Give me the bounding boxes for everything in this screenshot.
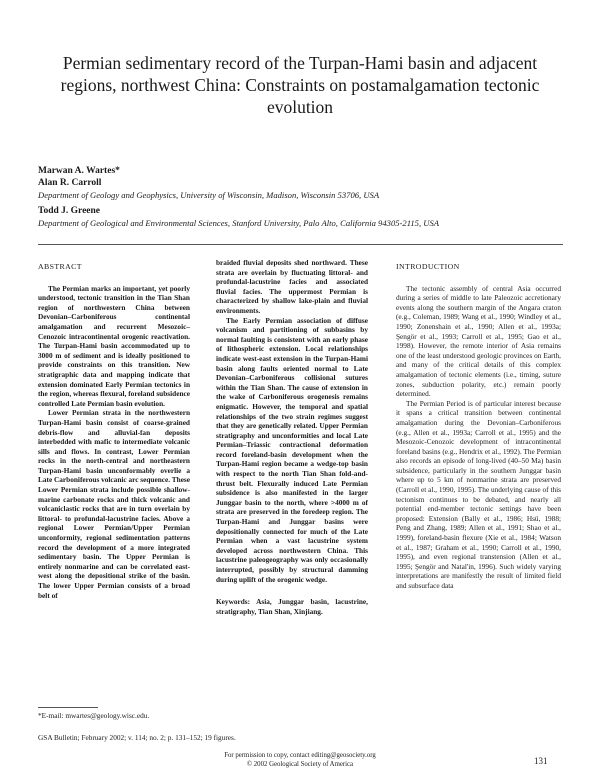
introduction-column: [396, 262, 561, 591]
permissions-line: For permission to copy, contact editing@geosociety.org: [224, 752, 376, 759]
introduction-heading: INTRODUCTION: [396, 262, 460, 271]
author-name: Marwan A. Wartes*: [38, 166, 120, 176]
author-block: [38, 165, 578, 233]
abstract-column-1: [38, 262, 190, 600]
abstract-heading: ABSTRACT: [38, 262, 82, 271]
introduction-paragraph: The tectonic assembly of central Asia occurred during a series of middle to late Paleozoic accretionary events along the southern margin of the Angara craton (e.g., Coleman, 1989; Wang et al., 1990; Windley et al., 1990; Zonenshain et al., 1990; Allen et al., 1993a; Şengör et al., 1993; Carroll et al., 1995; Gao et al., 1998). However, the remote interior of Asia remains one of the least understood geologic provinces on Earth, and many of the critical details of this complex amalgamation of tectonic elements (i.e., timing, suture zones, subduction polarity, etc.) remain poorly determined.: [396, 283, 561, 399]
footnote-divider: [38, 707, 98, 708]
journal-citation: GSA Bulletin; February 2002; v. 114; no. 2; p. 131–152; 19 figures.: [38, 733, 236, 742]
footnote-email: *E-mail: mwartes@geology.wisc.edu.: [38, 711, 150, 720]
author-affiliation: Department of Geology and Geophysics, University of Wisconsin, Madison, Wisconsin 53706, USA: [38, 190, 380, 200]
header-divider: [38, 244, 563, 245]
keywords: Keywords: Asia, Junggar basin, lacustrine, stratigraphy, Tian Shan, Xinjiang.: [216, 597, 368, 616]
page-number: 131: [534, 756, 548, 766]
abstract-paragraph: The Early Permian association of diffuse volcanism and partitioning of subbasins by normal faulting is consistent with an early phase of lithospheric extension. Local relationships indicate west-east extension in the Turpan-Hami basin along faults oriented normal to Late Devonian–Carboniferous collisional sutures within the Tian Shan. The cause of extension in the wake of Carboniferous orogenesis remains enigmatic. However, the temporal and spatial relationships of the two strain regimes suggest that they are genetically related. Upper Permian stratigraphy and unconformities and local Late Permian–Triassic contractional deformation record foreland-basin development when the Turpan-Hami region became a wedge-top basin with respect to the north Tian Shan fold-and-thrust belt. Flexurally induced Late Permian subsidence is also manifested in the larger Junggar basin to the north, where >4000 m of strata are preserved in the foredeep region. The Turpan-Hami and Junggar basins were depositionally connected for much of the Late Permian when a vast lacustrine system developed across northwestern China. This lacustrine paleogeography was only occasionally interrupted, possibly by structural damming during uplift of the orogenic wedge.: [216, 315, 368, 584]
paper-title: Permian sedimentary record of the Turpan-Hami basin and adjacent regions, northwest China: Constraints on postamalgamation tectonic evolution: [60, 53, 540, 117]
permissions-notice: [180, 752, 420, 769]
introduction-paragraph: The Permian Period is of particular interest because it spans a critical transition between continental amalgamation during the Devonian–Carboniferous (e.g., Allen et al., 1993a; Carroll et al., 1995) and the Mesozoic-Cenozoic development of intracontinental foreland basins (e.g., Hendrix et al., 1992). The Permian also records an episode of long-lived (40–50 Ma) basin subsidence, particularly in the southern Junggar basin where up to 5 km of nonmarine strata are preserved (Carroll et al., 1990, 1995). The underlying cause of this tectonism continues to be debated, and nearly all potential end-member tectonic settings have been proposed: Extension (Bally et al., 1986; Hsü, 1988; Peng and Zhang, 1989; Allen et al., 1991; Shao et al., 1999), foreland-basin flexure (Xie et al., 1984; Watson et al., 1987; Graham et al., 1990; Carroll et al., 1990, 1995), and even regional transtension (Allen et al., 1995; Şengör and Natal'in, 1996). Such widely varying interpretations are manifestly the result of limited field and subsurface data: [396, 398, 561, 590]
author-name: Alan R. Carroll: [38, 178, 102, 188]
author-name: Todd J. Greene: [38, 206, 101, 216]
copyright-line: © 2002 Geological Society of America: [246, 760, 354, 768]
abstract-paragraph: The Permian marks an important, yet poorly understood, tectonic transition in the Tian Shan region of northwestern China between Devonian–Carboniferous continental amalgamation and recurrent Mesozoic–Cenozoic intracontinental orogenic reactivation. The Turpan-Hami basin accommodated up to 3000 m of sediment and is ideally positioned to provide constraints on this transition. New stratigraphic data and mapping indicate that extension dominated Early Permian tectonics in the region, whereas flexural, foreland subsidence controlled Late Permian basin evolution.: [38, 283, 190, 408]
author-affiliation: Department of Geological and Environmental Sciences, Stanford University, Palo Alto, California 94305-2115, USA: [38, 218, 439, 228]
abstract-column-2: [216, 258, 368, 616]
abstract-paragraph: braided fluvial deposits shed northward. These strata are overlain by fluctuating littoral- and profundal-lacustrine facies and associated fluvial facies. The uppermost Permian is characterized by shallow lake-plain and fluvial environments.: [216, 258, 368, 315]
abstract-paragraph: Lower Permian strata in the northwestern Turpan-Hami basin consist of coarse-grained debris-flow and alluvial-fan deposits interbedded with mafic to intermediate volcanic sills and flows. In contrast, Lower Permian rocks in the north-central and northeastern Turpan-Hami basin unconformably overlie a Late Carboniferous volcanic arc sequence. These Lower Permian strata include possible shallow-marine carbonate rocks and thick volcanic and volcaniclastic rocks that are in turn overlain by littoral- to profundal-lacustrine facies. Above a regional Lower Permian/Upper Permian unconformity, regional sedimentation patterns record the development of a more integrated sedimentary basin. The Upper Permian is entirely nonmarine and can be correlated east-west along the depositional strike of the basin. The lower Upper Permian consists of a broad belt of: [38, 408, 191, 600]
